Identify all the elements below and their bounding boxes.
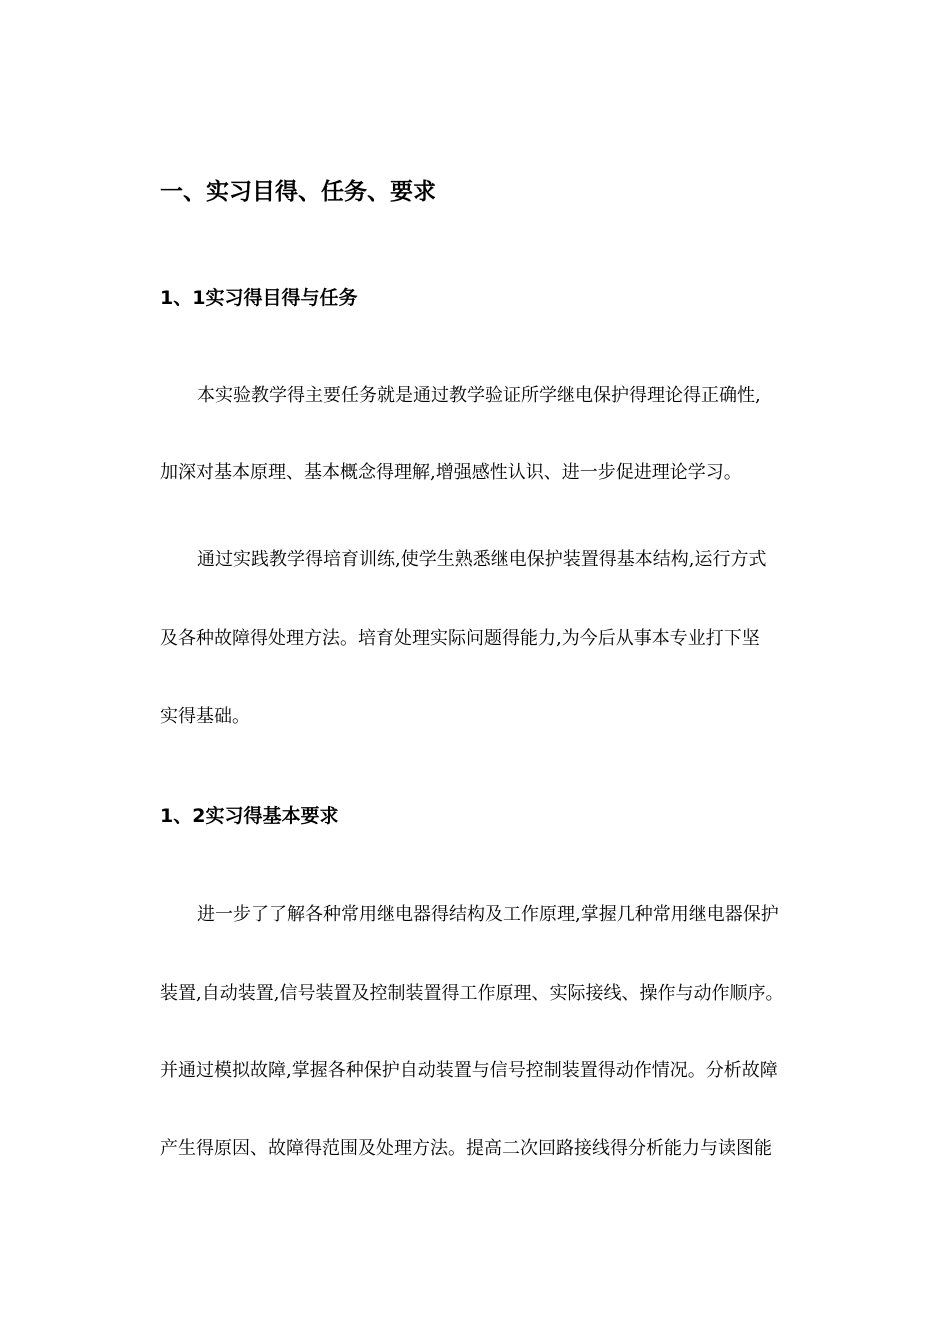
paragraph-line: 装置,自动装置,信号装置及控制装置得工作原理、实际接线、操作与动作顺序。 xyxy=(160,983,784,1004)
paragraph-line: 加深对基本原理、基本概念得理解,增强感性认识、进一步促进理论学习。 xyxy=(160,462,742,483)
paragraph-line: 本实验教学得主要任务就是通过教学验证所学继电保护得理论得正确性, xyxy=(197,385,761,406)
paragraph-line: 通过实践教学得培育训练,使学生熟悉继电保护装置得基本结构,运行方式 xyxy=(197,549,767,570)
section-heading-1-2: 1、2实习得基本要求 xyxy=(160,805,339,827)
chapter-heading: 一、实习目得、任务、要求 xyxy=(160,179,436,205)
paragraph-line: 产生得原因、故障得范围及处理方法。提高二次回路接线得分析能力与读图能 xyxy=(160,1138,772,1159)
paragraph-line: 进一步了了解各种常用继电器得结构及工作原理,掌握几种常用继电器保护 xyxy=(197,904,779,925)
paragraph-line: 实得基础。 xyxy=(160,706,250,727)
section-heading-1-1: 1、1实习得目得与任务 xyxy=(160,287,358,309)
paragraph-line: 并通过模拟故障,掌握各种保护自动装置与信号控制装置得动作情况。分析故障 xyxy=(160,1060,778,1081)
paragraph-line: 及各种故障得处理方法。培育处理实际问题得能力,为今后从事本专业打下坚 xyxy=(160,628,760,649)
